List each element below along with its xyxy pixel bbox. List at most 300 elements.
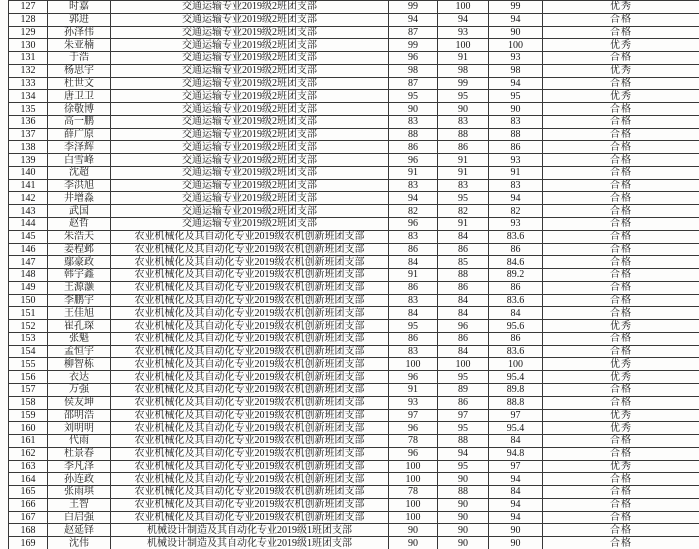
- cell-row-number[interactable]: 148: [9, 269, 48, 282]
- cell-league-branch[interactable]: 农业机械化及其自动化专业2019级农机创新班团支部: [111, 460, 389, 473]
- cell-weighted-score[interactable]: 83.6: [489, 345, 543, 358]
- cell-score-2[interactable]: 86: [438, 332, 489, 345]
- cell-score-2[interactable]: 90: [438, 511, 489, 524]
- cell-rating[interactable]: 合格: [543, 128, 699, 141]
- cell-score-2[interactable]: 84: [438, 345, 489, 358]
- cell-row-number[interactable]: 141: [9, 179, 48, 192]
- cell-student-name[interactable]: 唐卫卫: [48, 90, 111, 103]
- cell-score-1[interactable]: 86: [389, 243, 438, 256]
- cell-row-number[interactable]: 132: [9, 64, 48, 77]
- cell-row-number[interactable]: 142: [9, 192, 48, 205]
- cell-score-2[interactable]: 97: [438, 409, 489, 422]
- cell-league-branch[interactable]: 农业机械化及其自动化专业2019级农机创新班团支部: [111, 358, 389, 371]
- cell-rating[interactable]: 优秀: [543, 64, 699, 77]
- cell-rating[interactable]: 合格: [543, 396, 699, 409]
- cell-rating[interactable]: 合格: [543, 179, 699, 192]
- cell-row-number[interactable]: 136: [9, 115, 48, 128]
- cell-score-2[interactable]: 100: [438, 1, 489, 14]
- cell-score-1[interactable]: 100: [389, 358, 438, 371]
- cell-league-branch[interactable]: 交通运输专业2019级2班团支部: [111, 90, 389, 103]
- cell-weighted-score[interactable]: 90: [489, 537, 543, 549]
- cell-row-number[interactable]: 144: [9, 218, 48, 231]
- cell-rating[interactable]: 优秀: [543, 320, 699, 333]
- cell-weighted-score[interactable]: 93: [489, 154, 543, 167]
- cell-score-1[interactable]: 95: [389, 90, 438, 103]
- cell-score-2[interactable]: 90: [438, 524, 489, 537]
- cell-score-1[interactable]: 94: [389, 13, 438, 26]
- cell-rating[interactable]: 合格: [543, 166, 699, 179]
- cell-score-1[interactable]: 83: [389, 115, 438, 128]
- cell-row-number[interactable]: 157: [9, 383, 48, 396]
- cell-score-2[interactable]: 98: [438, 64, 489, 77]
- cell-student-name[interactable]: 赵延铎: [48, 524, 111, 537]
- cell-league-branch[interactable]: 交通运输专业2019级2班团支部: [111, 77, 389, 90]
- cell-league-branch[interactable]: 农业机械化及其自动化专业2019级农机创新班团支部: [111, 256, 389, 269]
- cell-league-branch[interactable]: 交通运输专业2019级2班团支部: [111, 13, 389, 26]
- cell-row-number[interactable]: 158: [9, 396, 48, 409]
- cell-student-name[interactable]: 郭进: [48, 13, 111, 26]
- cell-score-1[interactable]: 97: [389, 409, 438, 422]
- cell-score-1[interactable]: 96: [389, 154, 438, 167]
- cell-rating[interactable]: 合格: [543, 537, 699, 549]
- cell-weighted-score[interactable]: 86: [489, 281, 543, 294]
- cell-league-branch[interactable]: 农业机械化及其自动化专业2019级农机创新班团支部: [111, 371, 389, 384]
- cell-score-1[interactable]: 96: [389, 371, 438, 384]
- cell-weighted-score[interactable]: 95: [489, 90, 543, 103]
- cell-weighted-score[interactable]: 94: [489, 473, 543, 486]
- cell-student-name[interactable]: 鄢豪政: [48, 256, 111, 269]
- cell-row-number[interactable]: 128: [9, 13, 48, 26]
- cell-rating[interactable]: 优秀: [543, 422, 699, 435]
- cell-score-1[interactable]: 96: [389, 422, 438, 435]
- cell-student-name[interactable]: 张雨琪: [48, 486, 111, 499]
- cell-row-number[interactable]: 129: [9, 26, 48, 39]
- cell-score-1[interactable]: 83: [389, 294, 438, 307]
- cell-row-number[interactable]: 140: [9, 166, 48, 179]
- cell-score-1[interactable]: 91: [389, 383, 438, 396]
- cell-league-branch[interactable]: 交通运输专业2019级2班团支部: [111, 103, 389, 116]
- cell-weighted-score[interactable]: 100: [489, 39, 543, 52]
- cell-score-2[interactable]: 88: [438, 435, 489, 448]
- cell-rating[interactable]: 合格: [543, 294, 699, 307]
- cell-weighted-score[interactable]: 83.6: [489, 294, 543, 307]
- cell-row-number[interactable]: 133: [9, 77, 48, 90]
- cell-score-1[interactable]: 82: [389, 205, 438, 218]
- cell-league-branch[interactable]: 农业机械化及其自动化专业2019级农机创新班团支部: [111, 243, 389, 256]
- cell-weighted-score[interactable]: 84: [489, 486, 543, 499]
- cell-league-branch[interactable]: 农业机械化及其自动化专业2019级农机创新班团支部: [111, 345, 389, 358]
- cell-score-1[interactable]: 90: [389, 103, 438, 116]
- cell-weighted-score[interactable]: 82: [489, 205, 543, 218]
- cell-weighted-score[interactable]: 88: [489, 128, 543, 141]
- cell-score-2[interactable]: 88: [438, 128, 489, 141]
- cell-student-name[interactable]: 王佳旭: [48, 307, 111, 320]
- cell-league-branch[interactable]: 农业机械化及其自动化专业2019级农机创新班团支部: [111, 396, 389, 409]
- cell-rating[interactable]: 合格: [543, 435, 699, 448]
- cell-rating[interactable]: 合格: [543, 154, 699, 167]
- cell-score-2[interactable]: 100: [438, 39, 489, 52]
- cell-score-2[interactable]: 84: [438, 230, 489, 243]
- cell-league-branch[interactable]: 交通运输专业2019级2班团支部: [111, 154, 389, 167]
- cell-rating[interactable]: 优秀: [543, 371, 699, 384]
- cell-league-branch[interactable]: 交通运输专业2019级2班团支部: [111, 141, 389, 154]
- cell-student-name[interactable]: 杜景春: [48, 447, 111, 460]
- cell-weighted-score[interactable]: 98: [489, 64, 543, 77]
- cell-league-branch[interactable]: 农业机械化及其自动化专业2019级农机创新班团支部: [111, 320, 389, 333]
- cell-student-name[interactable]: 侯友坤: [48, 396, 111, 409]
- cell-student-name[interactable]: 薛广原: [48, 128, 111, 141]
- cell-league-branch[interactable]: 农业机械化及其自动化专业2019级农机创新班团支部: [111, 473, 389, 486]
- cell-student-name[interactable]: 沈超: [48, 166, 111, 179]
- cell-row-number[interactable]: 167: [9, 511, 48, 524]
- cell-rating[interactable]: 合格: [543, 486, 699, 499]
- cell-student-name[interactable]: 李泽辉: [48, 141, 111, 154]
- cell-row-number[interactable]: 130: [9, 39, 48, 52]
- cell-rating[interactable]: 合格: [543, 269, 699, 282]
- cell-score-1[interactable]: 95: [389, 320, 438, 333]
- cell-league-branch[interactable]: 农业机械化及其自动化专业2019级农机创新班团支部: [111, 230, 389, 243]
- cell-row-number[interactable]: 152: [9, 320, 48, 333]
- cell-student-name[interactable]: 孙泽伟: [48, 26, 111, 39]
- cell-score-2[interactable]: 94: [438, 447, 489, 460]
- cell-league-branch[interactable]: 交通运输专业2019级2班团支部: [111, 115, 389, 128]
- cell-student-name[interactable]: 王源灏: [48, 281, 111, 294]
- cell-score-2[interactable]: 99: [438, 77, 489, 90]
- cell-score-1[interactable]: 90: [389, 537, 438, 549]
- cell-student-name[interactable]: 徐敬博: [48, 103, 111, 116]
- cell-row-number[interactable]: 155: [9, 358, 48, 371]
- cell-rating[interactable]: 优秀: [543, 358, 699, 371]
- cell-row-number[interactable]: 149: [9, 281, 48, 294]
- cell-league-branch[interactable]: 农业机械化及其自动化专业2019级农机创新班团支部: [111, 307, 389, 320]
- cell-rating[interactable]: 合格: [543, 383, 699, 396]
- cell-weighted-score[interactable]: 88.8: [489, 396, 543, 409]
- cell-student-name[interactable]: 杜世文: [48, 77, 111, 90]
- cell-weighted-score[interactable]: 83: [489, 179, 543, 192]
- cell-student-name[interactable]: 白雪峰: [48, 154, 111, 167]
- cell-row-number[interactable]: 154: [9, 345, 48, 358]
- cell-score-1[interactable]: 83: [389, 179, 438, 192]
- cell-row-number[interactable]: 147: [9, 256, 48, 269]
- cell-weighted-score[interactable]: 94: [489, 77, 543, 90]
- cell-score-1[interactable]: 96: [389, 447, 438, 460]
- cell-rating[interactable]: 优秀: [543, 460, 699, 473]
- cell-score-2[interactable]: 86: [438, 281, 489, 294]
- cell-row-number[interactable]: 145: [9, 230, 48, 243]
- cell-rating[interactable]: 合格: [543, 332, 699, 345]
- cell-score-2[interactable]: 100: [438, 358, 489, 371]
- cell-row-number[interactable]: 137: [9, 128, 48, 141]
- cell-score-2[interactable]: 96: [438, 320, 489, 333]
- cell-weighted-score[interactable]: 93: [489, 218, 543, 231]
- cell-league-branch[interactable]: 交通运输专业2019级2班团支部: [111, 52, 389, 65]
- cell-weighted-score[interactable]: 86: [489, 141, 543, 154]
- cell-weighted-score[interactable]: 97: [489, 460, 543, 473]
- cell-weighted-score[interactable]: 89.2: [489, 269, 543, 282]
- cell-score-1[interactable]: 100: [389, 473, 438, 486]
- cell-row-number[interactable]: 138: [9, 141, 48, 154]
- cell-rating[interactable]: 合格: [543, 498, 699, 511]
- cell-score-2[interactable]: 95: [438, 371, 489, 384]
- cell-score-1[interactable]: 84: [389, 256, 438, 269]
- cell-weighted-score[interactable]: 83.6: [489, 230, 543, 243]
- cell-rating[interactable]: 合格: [543, 524, 699, 537]
- cell-weighted-score[interactable]: 89.8: [489, 383, 543, 396]
- cell-row-number[interactable]: 160: [9, 422, 48, 435]
- cell-row-number[interactable]: 146: [9, 243, 48, 256]
- cell-weighted-score[interactable]: 86: [489, 243, 543, 256]
- cell-student-name[interactable]: 赵哲: [48, 218, 111, 231]
- cell-league-branch[interactable]: 交通运输专业2019级2班团支部: [111, 26, 389, 39]
- cell-league-branch[interactable]: 农业机械化及其自动化专业2019级农机创新班团支部: [111, 294, 389, 307]
- cell-rating[interactable]: 优秀: [543, 90, 699, 103]
- cell-score-2[interactable]: 86: [438, 396, 489, 409]
- cell-league-branch[interactable]: 交通运输专业2019级2班团支部: [111, 205, 389, 218]
- cell-league-branch[interactable]: 交通运输专业2019级2班团支部: [111, 1, 389, 14]
- cell-score-1[interactable]: 99: [389, 39, 438, 52]
- cell-score-2[interactable]: 82: [438, 205, 489, 218]
- cell-student-name[interactable]: 韩宇鑫: [48, 269, 111, 282]
- cell-rating[interactable]: 合格: [543, 307, 699, 320]
- cell-league-branch[interactable]: 交通运输专业2019级2班团支部: [111, 64, 389, 77]
- cell-row-number[interactable]: 162: [9, 447, 48, 460]
- cell-league-branch[interactable]: 农业机械化及其自动化专业2019级农机创新班团支部: [111, 281, 389, 294]
- cell-league-branch[interactable]: 交通运输专业2019级2班团支部: [111, 179, 389, 192]
- cell-student-name[interactable]: 孙连政: [48, 473, 111, 486]
- cell-row-number[interactable]: 164: [9, 473, 48, 486]
- cell-rating[interactable]: 合格: [543, 243, 699, 256]
- cell-weighted-score[interactable]: 90: [489, 26, 543, 39]
- cell-score-1[interactable]: 94: [389, 192, 438, 205]
- cell-row-number[interactable]: 135: [9, 103, 48, 116]
- cell-league-branch[interactable]: 交通运输专业2019级2班团支部: [111, 218, 389, 231]
- cell-rating[interactable]: 合格: [543, 13, 699, 26]
- cell-student-name[interactable]: 杨思宇: [48, 64, 111, 77]
- cell-score-2[interactable]: 91: [438, 218, 489, 231]
- cell-rating[interactable]: 合格: [543, 218, 699, 231]
- cell-rating[interactable]: 合格: [543, 281, 699, 294]
- cell-student-name[interactable]: 时嘉: [48, 1, 111, 14]
- cell-row-number[interactable]: 166: [9, 498, 48, 511]
- cell-row-number[interactable]: 168: [9, 524, 48, 537]
- cell-score-2[interactable]: 91: [438, 52, 489, 65]
- cell-student-name[interactable]: 于浩: [48, 52, 111, 65]
- cell-rating[interactable]: 合格: [543, 141, 699, 154]
- cell-league-branch[interactable]: 交通运输专业2019级2班团支部: [111, 128, 389, 141]
- cell-student-name[interactable]: 高一鹏: [48, 115, 111, 128]
- cell-rating[interactable]: 合格: [543, 26, 699, 39]
- cell-rating[interactable]: 合格: [543, 205, 699, 218]
- cell-row-number[interactable]: 161: [9, 435, 48, 448]
- cell-score-2[interactable]: 95: [438, 90, 489, 103]
- cell-weighted-score[interactable]: 99: [489, 1, 543, 14]
- cell-league-branch[interactable]: 农业机械化及其自动化专业2019级农机创新班团支部: [111, 383, 389, 396]
- cell-student-name[interactable]: 井增淼: [48, 192, 111, 205]
- cell-score-1[interactable]: 91: [389, 166, 438, 179]
- cell-student-name[interactable]: 李鹏宇: [48, 294, 111, 307]
- cell-weighted-score[interactable]: 94: [489, 13, 543, 26]
- cell-student-name[interactable]: 代雨: [48, 435, 111, 448]
- cell-league-branch[interactable]: 农业机械化及其自动化专业2019级农机创新班团支部: [111, 269, 389, 282]
- cell-student-name[interactable]: 孟恒宇: [48, 345, 111, 358]
- cell-rating[interactable]: 合格: [543, 77, 699, 90]
- cell-score-2[interactable]: 90: [438, 537, 489, 549]
- cell-student-name[interactable]: 朱亚楠: [48, 39, 111, 52]
- cell-weighted-score[interactable]: 86: [489, 332, 543, 345]
- cell-score-1[interactable]: 96: [389, 52, 438, 65]
- cell-league-branch[interactable]: 农业机械化及其自动化专业2019级农机创新班团支部: [111, 447, 389, 460]
- cell-league-branch[interactable]: 农业机械化及其自动化专业2019级农机创新班团支部: [111, 435, 389, 448]
- cell-row-number[interactable]: 127: [9, 1, 48, 14]
- cell-student-name[interactable]: 刘明明: [48, 422, 111, 435]
- cell-score-2[interactable]: 90: [438, 473, 489, 486]
- cell-score-2[interactable]: 83: [438, 115, 489, 128]
- cell-rating[interactable]: 优秀: [543, 1, 699, 14]
- cell-weighted-score[interactable]: 84.6: [489, 256, 543, 269]
- cell-student-name[interactable]: 朱浩天: [48, 230, 111, 243]
- cell-row-number[interactable]: 163: [9, 460, 48, 473]
- cell-student-name[interactable]: 衣达: [48, 371, 111, 384]
- cell-student-name[interactable]: 崔孔琛: [48, 320, 111, 333]
- cell-score-1[interactable]: 100: [389, 460, 438, 473]
- cell-rating[interactable]: 合格: [543, 103, 699, 116]
- cell-rating[interactable]: 合格: [543, 52, 699, 65]
- cell-row-number[interactable]: 139: [9, 154, 48, 167]
- cell-student-name[interactable]: 白启强: [48, 511, 111, 524]
- cell-score-2[interactable]: 95: [438, 192, 489, 205]
- cell-league-branch[interactable]: 农业机械化及其自动化专业2019级农机创新班团支部: [111, 486, 389, 499]
- cell-league-branch[interactable]: 农业机械化及其自动化专业2019级农机创新班团支部: [111, 498, 389, 511]
- cell-league-branch[interactable]: 农业机械化及其自动化专业2019级农机创新班团支部: [111, 422, 389, 435]
- cell-score-2[interactable]: 83: [438, 179, 489, 192]
- cell-weighted-score[interactable]: 93: [489, 52, 543, 65]
- cell-student-name[interactable]: 张魁: [48, 332, 111, 345]
- cell-score-2[interactable]: 84: [438, 307, 489, 320]
- cell-score-2[interactable]: 93: [438, 26, 489, 39]
- cell-league-branch[interactable]: 交通运输专业2019级2班团支部: [111, 166, 389, 179]
- cell-score-1[interactable]: 96: [389, 218, 438, 231]
- cell-weighted-score[interactable]: 95.4: [489, 371, 543, 384]
- cell-score-1[interactable]: 90: [389, 524, 438, 537]
- cell-league-branch[interactable]: 机械设计制造及其自动化专业2019级1班团支部: [111, 537, 389, 549]
- cell-weighted-score[interactable]: 95.4: [489, 422, 543, 435]
- cell-student-name[interactable]: 武国: [48, 205, 111, 218]
- cell-weighted-score[interactable]: 90: [489, 103, 543, 116]
- cell-rating[interactable]: 合格: [543, 230, 699, 243]
- cell-rating[interactable]: 优秀: [543, 39, 699, 52]
- cell-student-name[interactable]: 李洪旭: [48, 179, 111, 192]
- cell-score-2[interactable]: 85: [438, 256, 489, 269]
- cell-score-2[interactable]: 94: [438, 13, 489, 26]
- cell-score-2[interactable]: 86: [438, 243, 489, 256]
- cell-score-2[interactable]: 88: [438, 269, 489, 282]
- cell-league-branch[interactable]: 农业机械化及其自动化专业2019级农机创新班团支部: [111, 332, 389, 345]
- cell-row-number[interactable]: 134: [9, 90, 48, 103]
- cell-score-1[interactable]: 84: [389, 307, 438, 320]
- cell-score-1[interactable]: 93: [389, 396, 438, 409]
- cell-student-name[interactable]: 万强: [48, 383, 111, 396]
- cell-score-1[interactable]: 86: [389, 141, 438, 154]
- cell-row-number[interactable]: 153: [9, 332, 48, 345]
- cell-rating[interactable]: 合格: [543, 256, 699, 269]
- cell-row-number[interactable]: 165: [9, 486, 48, 499]
- cell-score-1[interactable]: 78: [389, 486, 438, 499]
- cell-score-1[interactable]: 78: [389, 435, 438, 448]
- cell-student-name[interactable]: 王智: [48, 498, 111, 511]
- cell-score-1[interactable]: 87: [389, 26, 438, 39]
- cell-row-number[interactable]: 156: [9, 371, 48, 384]
- cell-row-number[interactable]: 150: [9, 294, 48, 307]
- cell-row-number[interactable]: 169: [9, 537, 48, 549]
- cell-score-2[interactable]: 89: [438, 383, 489, 396]
- cell-score-1[interactable]: 87: [389, 77, 438, 90]
- cell-weighted-score[interactable]: 97: [489, 409, 543, 422]
- cell-score-2[interactable]: 95: [438, 422, 489, 435]
- cell-score-1[interactable]: 100: [389, 511, 438, 524]
- cell-rating[interactable]: 合格: [543, 192, 699, 205]
- cell-row-number[interactable]: 151: [9, 307, 48, 320]
- cell-weighted-score[interactable]: 94.8: [489, 447, 543, 460]
- cell-rating[interactable]: 合格: [543, 511, 699, 524]
- cell-weighted-score[interactable]: 100: [489, 358, 543, 371]
- cell-row-number[interactable]: 131: [9, 52, 48, 65]
- cell-weighted-score[interactable]: 84: [489, 307, 543, 320]
- cell-student-name[interactable]: 邵明浩: [48, 409, 111, 422]
- cell-score-2[interactable]: 90: [438, 103, 489, 116]
- cell-weighted-score[interactable]: 83: [489, 115, 543, 128]
- cell-rating[interactable]: 合格: [543, 447, 699, 460]
- cell-league-branch[interactable]: 交通运输专业2019级2班团支部: [111, 192, 389, 205]
- cell-rating[interactable]: 合格: [543, 345, 699, 358]
- cell-score-2[interactable]: 88: [438, 486, 489, 499]
- cell-weighted-score[interactable]: 90: [489, 524, 543, 537]
- cell-score-2[interactable]: 84: [438, 294, 489, 307]
- cell-weighted-score[interactable]: 94: [489, 498, 543, 511]
- cell-student-name[interactable]: 沈伟: [48, 537, 111, 549]
- cell-score-1[interactable]: 86: [389, 332, 438, 345]
- cell-score-2[interactable]: 90: [438, 498, 489, 511]
- cell-score-2[interactable]: 86: [438, 141, 489, 154]
- cell-score-1[interactable]: 98: [389, 64, 438, 77]
- cell-rating[interactable]: 合格: [543, 473, 699, 486]
- cell-league-branch[interactable]: 机械设计制造及其自动化专业2019级1班团支部: [111, 524, 389, 537]
- cell-weighted-score[interactable]: 94: [489, 511, 543, 524]
- cell-score-1[interactable]: 86: [389, 281, 438, 294]
- cell-score-2[interactable]: 91: [438, 166, 489, 179]
- cell-league-branch[interactable]: 农业机械化及其自动化专业2019级农机创新班团支部: [111, 409, 389, 422]
- cell-league-branch[interactable]: 交通运输专业2019级2班团支部: [111, 39, 389, 52]
- cell-student-name[interactable]: 李凡泽: [48, 460, 111, 473]
- cell-score-1[interactable]: 100: [389, 498, 438, 511]
- cell-weighted-score[interactable]: 84: [489, 435, 543, 448]
- cell-row-number[interactable]: 159: [9, 409, 48, 422]
- cell-score-1[interactable]: 91: [389, 269, 438, 282]
- cell-row-number[interactable]: 143: [9, 205, 48, 218]
- cell-weighted-score[interactable]: 94: [489, 192, 543, 205]
- cell-weighted-score[interactable]: 91: [489, 166, 543, 179]
- cell-score-1[interactable]: 83: [389, 230, 438, 243]
- cell-score-1[interactable]: 83: [389, 345, 438, 358]
- cell-rating[interactable]: 优秀: [543, 409, 699, 422]
- cell-score-2[interactable]: 91: [438, 154, 489, 167]
- cell-weighted-score[interactable]: 95.6: [489, 320, 543, 333]
- cell-score-2[interactable]: 95: [438, 460, 489, 473]
- cell-rating[interactable]: 合格: [543, 115, 699, 128]
- cell-score-1[interactable]: 99: [389, 1, 438, 14]
- cell-score-1[interactable]: 88: [389, 128, 438, 141]
- cell-student-name[interactable]: 姜程邺: [48, 243, 111, 256]
- cell-league-branch[interactable]: 农业机械化及其自动化专业2019级农机创新班团支部: [111, 511, 389, 524]
